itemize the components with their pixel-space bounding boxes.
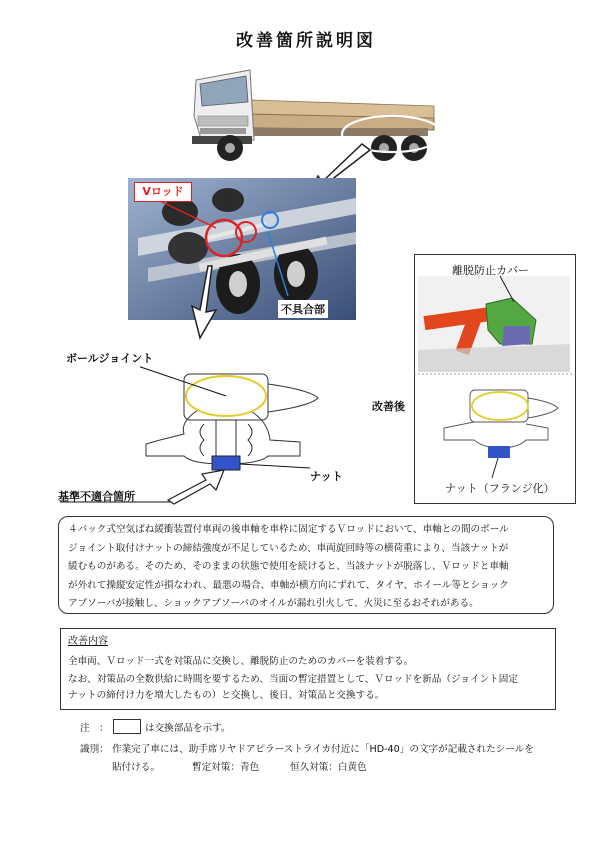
ball-joint-label: ボールジョイント	[66, 352, 154, 365]
ident-line-2: 貼付ける。	[112, 762, 160, 773]
ball-joint-drawing	[140, 360, 340, 482]
description-line: ジョイント取付けナットの締結強度が不足しているため、車両旋回時等の横荷重により、当該ナットが	[68, 542, 509, 554]
improvement-line: 全車両、Ｖロッド一式を対策品に交換し、離脱防止のためのカバーを装着する。	[68, 656, 414, 667]
description-line: 緩むものがある。そのため、そのままの状態で使用を続けると、当該ナットが脱落し、Ｖロッドと車軸	[68, 561, 509, 573]
flange-nut-label: ナット（フランジ化）	[445, 482, 555, 495]
temporary-measure: 暫定対策：青色	[192, 762, 260, 773]
improvement-line: なお、対策品の全数供給に時間を要するため、当面の暫定措置として、Ｖロッドを新品（ジョイント固定	[68, 674, 518, 685]
improvement-line: ナットの締付け力を増大したもの）と交換し、後日、対策品と交換する。	[68, 690, 385, 701]
description-line: が外れて操縦安定性が損なわれ、最悪の場合、車軸が横方向にずれて、タイヤ、ホイール等とショック	[68, 579, 509, 591]
page-title: 改善箇所説明図	[236, 31, 376, 51]
replacement-part-swatch	[113, 719, 141, 734]
ident-line-1: 作業完了車には、助手席リヤドアピラーストライカ付近に「HD-40」の文字が記載されたシールを	[112, 744, 534, 755]
improvement-title: 改善内容	[68, 636, 108, 647]
detach-cover-label: 離脱防止カバー	[452, 264, 529, 277]
note-text: は交換部品を示す。	[145, 723, 231, 734]
down-arrow-icon	[186, 262, 230, 342]
non-conforming-label: 基準不適合箇所	[58, 490, 135, 503]
description-line: アブソーバが接触し、ショックアブソーバのオイルが漏れ引火して、火災に至るおそれがある。	[68, 598, 479, 610]
nut-label: ナット	[310, 470, 343, 483]
after-improvement-label: 改善後	[372, 400, 405, 413]
note-prefix: 注 ：	[80, 723, 109, 734]
ident-prefix: 識別：	[80, 744, 109, 755]
permanent-measure: 恒久対策：白黄色	[290, 762, 367, 773]
after-improvement-drawing	[414, 254, 576, 504]
defect-callout: 不具合部	[278, 300, 328, 318]
description-text	[68, 521, 548, 614]
v-rod-callout: Vロッド	[134, 182, 192, 202]
description-line: ４バック式空気ばね緩衝装置付車両の後車軸を車枠に固定するＶロッドにおいて、車軸との間のボール	[68, 524, 509, 535]
